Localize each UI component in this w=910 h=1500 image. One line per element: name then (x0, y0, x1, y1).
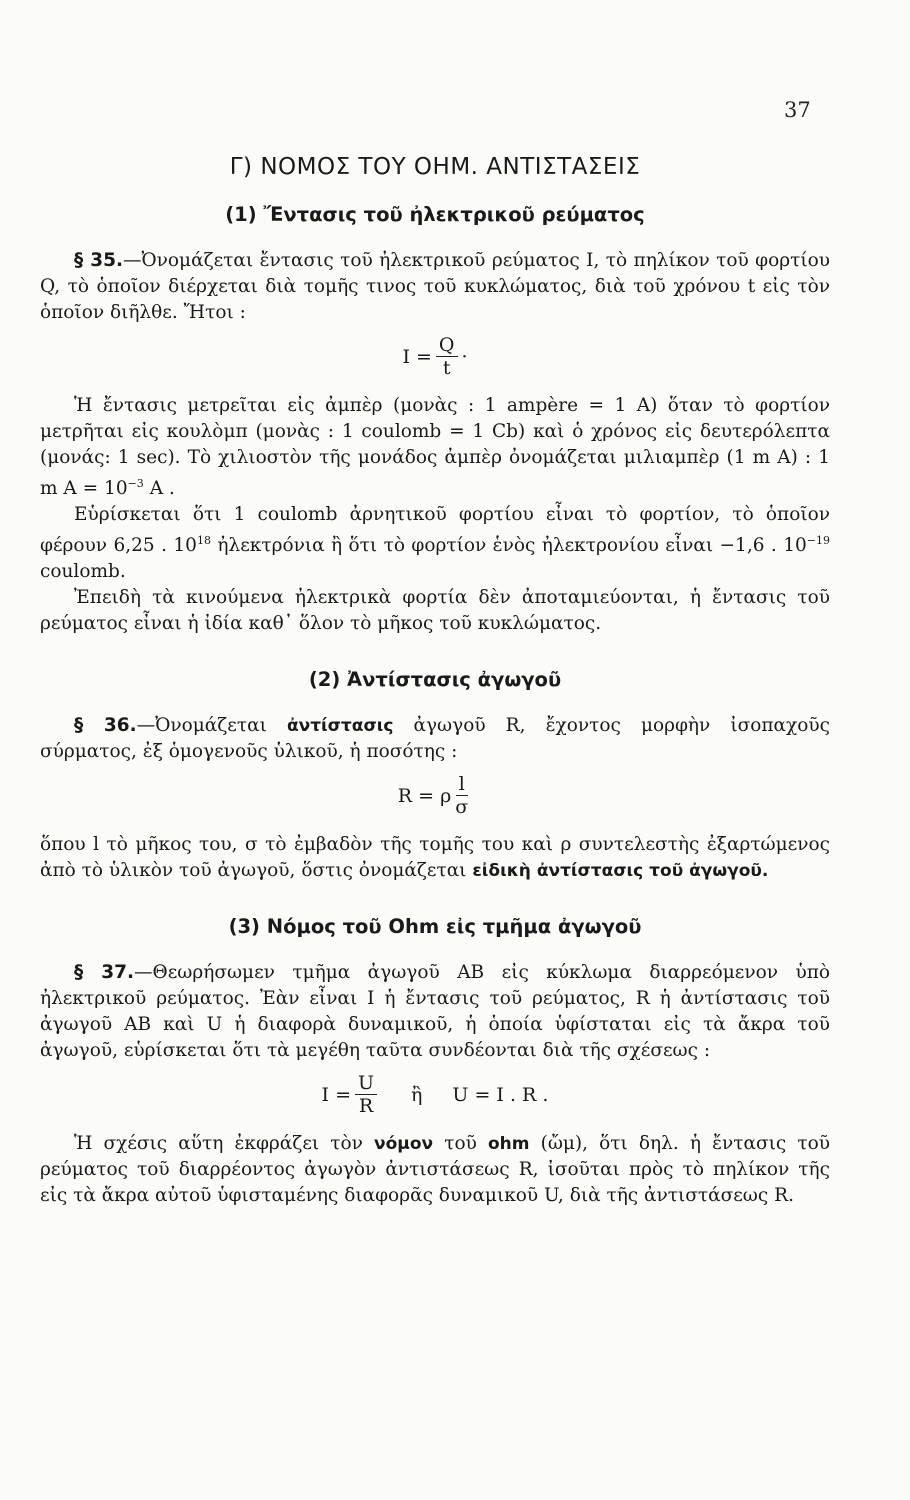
paragraph-37 (40, 960, 830, 1064)
exponent: −19 (806, 534, 830, 548)
bold-term: ἀντίστασις (286, 716, 394, 737)
paragraph-text: Εὑρίσκεται ὅτι 1 coulomb ἀρνητικοῦ φορτίου εἶναι τὸ φορτίον, τὸ ὁποῖον φέρουν 6,25 . 10 (40, 504, 830, 557)
section-label: § 36. (74, 715, 137, 737)
fraction (455, 773, 468, 818)
paragraph-conservation: Ἐπειδὴ τὰ κινούμενα ἠλεκτρικὰ φορτία δὲν ἀποταμιεύονται, ἡ ἔντασις τοῦ ρεύματος εἶναι ἡ ἰδία καθ᾽ ὅλον τὸ μῆκος τοῦ κυκλώματος. (40, 587, 830, 635)
paragraph-text: A . (143, 478, 175, 500)
paragraph-coulomb (40, 502, 830, 585)
chapter-title: Γ) ΝΟΜΟΣ ΤΟΥ ΟΗΜ. ΑΝΤΙΣΤΑΣΕΙΣ (229, 154, 641, 180)
paragraph-text: ἀγωγοῦ R, ἔχοντος μορφὴν ἰσοπαχοῦς σύρματος, ἐξ ὁμογενοῦς ὑλικοῦ, ἡ ποσότης : (40, 715, 830, 763)
paragraph-ampere (40, 393, 830, 502)
bold-term: ohm (487, 1134, 530, 1155)
paragraph-35 (40, 248, 830, 326)
bold-term: εἰδικὴ ἀντίστασις τοῦ ἀγωγοῦ. (472, 861, 769, 882)
formula-lhs: I = (321, 1083, 352, 1106)
formula-lhs: R = ρ (397, 784, 452, 807)
formula-ohm (40, 1072, 830, 1117)
paragraph-text: (ὤμ), ὅτι δηλ. ἡ ἔντασις τοῦ ρεύματος τοῦ διαρρέοντος ἀγωγὸν ἀντιστάσεως R, ἰσοῦται πρὸς τὸ πηλίκον τῆς εἰς τὰ ἄκρα αὐτοῦ ὑφισταμένης διαφορᾶς δυναμικοῦ U, διὰ τῆς ἀντιστάσεως R. (40, 1133, 830, 1207)
page-content (40, 140, 830, 1209)
section-title-intensity: (1) Ἔντασις τοῦ ἠλεκτρικοῦ ρεύματος (225, 203, 645, 226)
paragraph-text: ὅπου l τὸ μῆκος του, σ τὸ ἐμβαδὸν τῆς τομῆς του καὶ ρ συντελεστὴς ἐξαρτώμενος ἀπὸ τὸ ὑλικὸν τοῦ ἀγωγοῦ, ὅστις ὀνομάζεται (40, 834, 830, 882)
fraction (355, 1072, 377, 1117)
exponent: −3 (127, 477, 144, 490)
paragraph-36 (40, 713, 830, 765)
bold-term: νόμον (374, 1134, 434, 1155)
formula-rhs: U = I . R . (452, 1083, 549, 1106)
formula-intensity (40, 334, 830, 379)
paragraph-ohm-law (40, 1131, 830, 1209)
section-label: § 35. (74, 250, 123, 271)
paragraph-text: coulomb. (40, 561, 126, 583)
formula-tail: · (461, 345, 468, 368)
paragraph-text: τοῦ (433, 1133, 488, 1155)
paragraph-text: —Ὀνομάζεται (136, 715, 287, 737)
section-title-resistance: (2) Ἀντίστασις ἀγωγοῦ (308, 668, 562, 692)
page-number: 37 (784, 98, 811, 122)
exponent: 18 (196, 534, 211, 548)
denominator: t (442, 357, 451, 379)
numerator: l (456, 773, 468, 796)
numerator: U (355, 1072, 377, 1095)
denominator: σ (455, 796, 469, 819)
paragraph-text: Ἡ σχέσις αὕτη ἐκφράζει τὸν (74, 1133, 375, 1155)
paragraph-text: —Ὀνομάζεται ἔντασις τοῦ ἠλεκτρικοῦ ρεύματος I, τὸ πηλίκον τοῦ φορτίου Q, τὸ ὁποῖον διέρχεται διὰ τομῆς τινος τοῦ κυκλώματος, διὰ τοῦ χρόνου t εἰς τὸν ὁποῖον διῆλθε. Ἤτοι : (40, 250, 830, 323)
paragraph-text: ἠλεκτρόνια ἢ ὅτι τὸ φορτίον ἑνὸς ἠλεκτρονίου εἶναι −1,6 . 10 (210, 535, 807, 557)
fraction (436, 334, 458, 379)
formula-resistance (40, 773, 830, 818)
paragraph-text: —Θεωρήσωμεν τμῆμα ἀγωγοῦ AB εἰς κύκλωμα διαρρεόμενον ὑπὸ ἠλεκτρικοῦ ρεύματος. Ἐὰν εἶναι I ἡ ἔντασις τοῦ ρεύματος, R ἡ ἀντίστασις τοῦ ἀγωγοῦ AB καὶ U ἡ διαφορὰ δυναμικοῦ, ἡ ὁποία ὑφίσταται εἰς τὰ ἄκρα τοῦ ἀγωγοῦ, εὑρίσκεται ὅτι τὰ μεγέθη ταῦτα συνδέονται διὰ τῆς σχέσεως : (40, 962, 830, 1062)
formula-lhs: I = (402, 345, 432, 368)
denominator: R (358, 1095, 374, 1118)
numerator: Q (436, 334, 458, 357)
section-title-ohm-law: (3) Νόμος τοῦ Ohm εἰς τμῆμα ἀγωγοῦ (228, 915, 642, 939)
formula-or: ἢ (411, 1083, 423, 1106)
section-label: § 37. (74, 962, 135, 984)
paragraph-text: Ἡ ἔντασις μετρεῖται εἰς ἀμπὲρ (μονὰς : 1 ampère = 1 A) ὅταν τὸ φορτίον μετρῆται εἰς κουλὸμπ (μονὰς : 1 coulomb = 1 Cb) καὶ ὁ χρόνος εἰς δευτερόλεπτα (μονάς: 1 sec). Τὸ χιλιοστὸν τῆς μονάδος ἀμπὲρ ὀνομάζεται μιλιαμπὲρ (1 m A) : 1 m A = 10 (40, 395, 830, 500)
paragraph-resistivity (40, 832, 830, 884)
